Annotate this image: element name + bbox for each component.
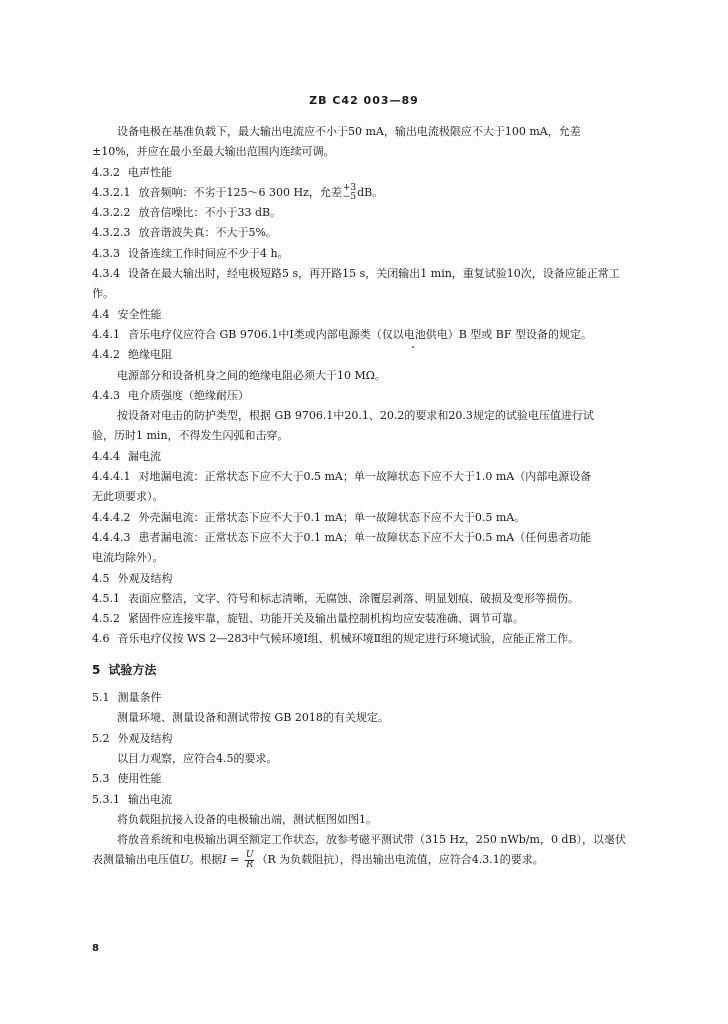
- clause-title: 安全性能: [117, 307, 162, 321]
- clause-text: 设备在最大输出时，经电极短路5 s，再开路15 s，关闭输出1 min，重复试验10次，设备应能正常工: [128, 267, 620, 281]
- clause-4-4-4-1: [92, 467, 658, 487]
- clause-title: 绝缘电阻: [128, 348, 172, 362]
- section-5-heading: [92, 660, 658, 680]
- section-title: 试验方法: [108, 662, 157, 677]
- clause-5-3-1-para-3: [92, 850, 658, 870]
- page-number: 8: [92, 943, 99, 954]
- clause-number: 4.4.2: [92, 348, 120, 362]
- clause-number: 4.5.2: [92, 612, 120, 626]
- clause-number: 4.4.4.3: [92, 530, 131, 544]
- clause-title: 电介质强度（绝缘耐压）: [128, 388, 249, 402]
- clause-number: 4.3.4: [92, 267, 120, 281]
- clause-4-6: [92, 629, 658, 649]
- clause-4-3-4-cont: 作。: [92, 287, 114, 301]
- clause-number: 4.4.4: [92, 449, 120, 463]
- clause-number: 4.5.1: [92, 591, 120, 605]
- intro-line-1: 设备电极在基准负载下，最大输出电流应不小于50 mA，输出电流极限应不大于100 mA，允差: [117, 125, 581, 138]
- clause-4-4-2-para: 电源部分和设备机身之间的绝缘电阻必须大于10 MΩ。: [117, 368, 386, 382]
- clause-text: 放音频响：不劣于125～6 300 Hz，允差: [138, 185, 342, 199]
- clause-4-4-3-para-1: 按设备对电击的防护类型，根据 GB 9706.1中20.1、20.2的要求和20.3规定的试验电压值进行试: [117, 409, 594, 423]
- clause-title: 电声性能: [128, 165, 172, 179]
- variable-u: U: [180, 853, 190, 867]
- clause-text: 放音信噪比：不小于33 dB。: [138, 206, 282, 220]
- clause-4-5: [92, 569, 658, 589]
- clause-4-3-3: [92, 244, 658, 264]
- clause-number: 4.3.2.3: [92, 226, 131, 240]
- equals-sign: =: [226, 853, 243, 867]
- tolerance-plus: +3: [342, 182, 357, 193]
- clause-number: 4.4: [92, 307, 110, 321]
- section-number: 5: [92, 662, 101, 677]
- clause-4-4-4-1-cont: 无此项要求）。: [92, 490, 164, 504]
- clause-text: 对地漏电流：正常状态下应不大于0.5 mA；单一故障状态下应不大于1.0 mA（内部电源设备: [138, 470, 592, 484]
- document-body: [92, 122, 658, 871]
- clause-4-4-4-3: [92, 528, 658, 548]
- clause-title: 外观及结构: [117, 571, 173, 585]
- clause-4-3-4: [92, 264, 658, 284]
- clause-number: 4.3.2.1: [92, 185, 131, 199]
- clause-number: 4.5: [92, 571, 110, 585]
- clause-number: 5.3: [92, 772, 110, 786]
- clause-number: 4.3.2: [92, 165, 120, 179]
- clause-5-3-1-para-1: 将负载阻抗接入设备的电极输出端，测试框图如图1。: [117, 812, 377, 826]
- clause-4-4-4-3-cont: 电流均除外）。: [92, 551, 164, 565]
- clause-4-4-3-para-2: 验，历时1 min，不得发生闪弧和击穿。: [92, 429, 289, 443]
- clause-number: 4.3.3: [92, 246, 120, 260]
- clause-4-4-4: [92, 447, 658, 467]
- clause-number: 4.3.2.2: [92, 206, 131, 220]
- clause-5-2-para: 以目力观察，应符合4.5的要求。: [117, 751, 278, 765]
- clause-4-4: [92, 305, 658, 325]
- scan-speck: [412, 346, 414, 348]
- clause-5-3-1: [92, 790, 658, 810]
- text-segment: 。根据: [189, 853, 223, 867]
- clause-text: 设备连续工作时间应不少于4 h。: [128, 246, 289, 260]
- tolerance-minus: −5: [342, 191, 357, 202]
- clause-text: 音乐电疗仪应符合 GB 9706.1中Ⅰ类或内部电源类（仅以电池供电）B 型或 BF 型设备的规定。: [128, 327, 592, 341]
- text-segment: （R 为负载阻抗），得出输出电流值，应符合4.3.1的要求。: [256, 853, 544, 867]
- clause-4-5-2: [92, 609, 658, 629]
- clause-number: 4.6: [92, 632, 110, 646]
- fraction-u-over-r: [245, 851, 255, 870]
- clause-text: 表面应整洁，文字、符号和标志清晰，无腐蚀、涂覆层剥落、明显划痕、破损及变形等损伤。: [128, 591, 579, 605]
- variable-i: I: [222, 853, 227, 867]
- standard-number-header: ZB C42 003—89: [309, 94, 419, 107]
- clause-number: 4.4.3: [92, 388, 120, 402]
- clause-title: 输出电流: [128, 792, 172, 806]
- clause-title: 使用性能: [117, 772, 162, 786]
- clause-4-5-1: [92, 589, 658, 609]
- clause-5-3-1-para-2: 将放音系统和电极输出调至额定工作状态，放参考磁平测试带（315 Hz，250 nWb/m，0 dB），以毫伏: [117, 833, 627, 847]
- clause-number: 5.1: [92, 691, 110, 705]
- clause-text: 患者漏电流：正常状态下应不大于0.1 mA；单一故障状态下应不大于0.5 mA（任何患者功能: [138, 530, 592, 544]
- tolerance: [343, 184, 356, 202]
- clause-4-3-2: [92, 163, 658, 183]
- clause-4-3-2-1: [92, 183, 658, 203]
- clause-number: 4.4.1: [92, 327, 120, 341]
- fraction-numerator: U: [245, 850, 254, 860]
- clause-unit: dB。: [357, 185, 384, 199]
- clause-number: 4.4.4.2: [92, 510, 131, 524]
- text-segment: 表测量输出电压值: [92, 853, 180, 867]
- clause-text: 外壳漏电流：正常状态下应不大于0.1 mA；单一故障状态下应不大于0.5 mA。: [138, 510, 526, 524]
- clause-text: 紧固件应连接牢靠，旋钮、功能开关及输出量控制机构均应安装准确、调节可靠。: [128, 612, 524, 626]
- clause-number: 4.4.4.1: [92, 470, 131, 484]
- clause-5-1: [92, 688, 658, 708]
- clause-text: 放音谐波失真：不大于5%。: [138, 226, 277, 240]
- fraction-denominator: R: [246, 859, 254, 870]
- clause-title: 测量条件: [117, 691, 162, 705]
- clause-number: 5.2: [92, 731, 110, 745]
- clause-4-3-2-3: [92, 223, 658, 243]
- clause-5-2: [92, 729, 658, 749]
- clause-4-4-1: [92, 325, 658, 345]
- clause-text: 音乐电疗仪按 WS 2—283中气候环境Ⅰ组、机械环境Ⅱ组的规定进行环境试验，应能正常工作。: [117, 632, 580, 646]
- clause-5-1-para: 测量环境、测量设备和测试带按 GB 2018的有关规定。: [117, 711, 389, 725]
- clause-number: 5.3.1: [92, 792, 120, 806]
- clause-title: 漏电流: [128, 449, 161, 463]
- clause-5-3: [92, 769, 658, 789]
- clause-4-4-2: [92, 345, 658, 365]
- clause-title: 外观及结构: [117, 731, 173, 745]
- clause-4-4-3: [92, 386, 658, 406]
- clause-4-4-4-2: [92, 508, 658, 528]
- clause-4-3-2-2: [92, 203, 658, 223]
- intro-line-2: ±10%，并应在最小至最大输出范围内连续可调。: [92, 145, 335, 159]
